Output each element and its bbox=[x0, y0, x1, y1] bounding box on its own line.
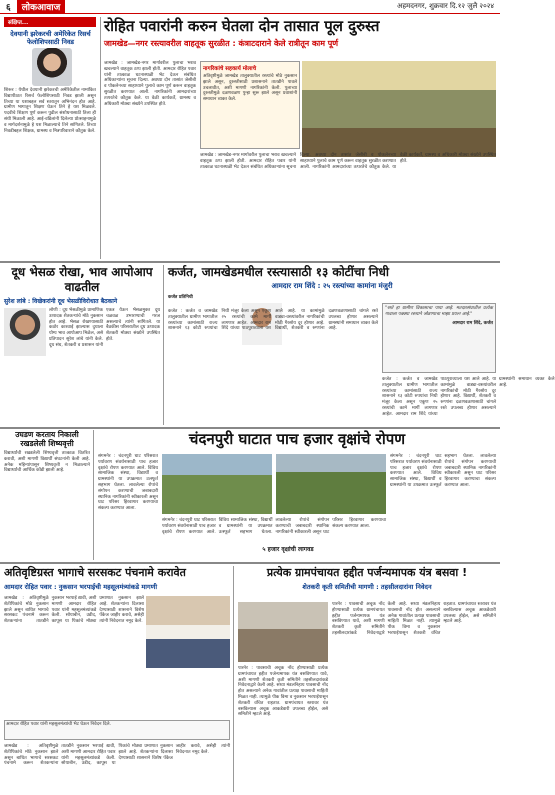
page-number: ६ bbox=[6, 3, 11, 13]
road-quote-box bbox=[382, 303, 496, 373]
rain-body-cont: जामखेड : अतिवृष्टीमुळे शेतीपिकांचे मोठे नुकसान झाले असून बाधित भागाचे सरसकट पंचनामे करून शेतकऱ्यांना तातडीने नुकसान भरपाई द्यावी, अशी मागणी आमदार रोहित पवार यांनी महसूलमंत्र्यांकडे केली. सोयाबीन, उडीद, कापूस या पिकांचे मोठ्या प्रमाणात नुकसान झाले आहे. शेतकऱ्यांना दिलासा देण्यासाठी शासनाने विशेष पॅकेज जाहीर करावे, असेही त्यांनी निवेदनात नमूद केले. bbox=[4, 744, 230, 767]
issue-date: अहमदनगर, शुक्रवार दि.१२ जुलै २०२४ bbox=[396, 2, 494, 10]
portrait-photo bbox=[32, 48, 72, 86]
rain-caption-box bbox=[4, 720, 230, 740]
road-quote-by: आमदार राम शिंदे, कर्जत bbox=[452, 320, 493, 326]
section-divider bbox=[0, 261, 500, 263]
tree-body-lower: संगमनेर : चंदनपुरी घाट परिसरात पर्यावरण संवर्धनासाठी पाच हजार वृक्षांचे रोपण करण्यात आले. विविध सामाजिक संस्था, विद्यार्थी व ग्रामस्थांनी या उपक्रमात उत्स्फूर्त सहभाग घेतला. लावलेल्या रोपांचे संगोपन करण्याची जबाबदारी स्थानिक नागरिकांनी स्वीकारली असून घाट परिसर हिरवागार करण्याचा संकल्प करण्यात आला. bbox=[162, 518, 386, 535]
lead-inset-title: नागरिकांचे सहकार्य मोलाचे bbox=[203, 66, 257, 72]
scholarship-body: विद्यार्थ्यांची रखडलेली शिष्यवृत्ती तात्काळ वितरित करावी, अशी मागणी विद्यार्थी संघटनांनी केली आहे. अनेक महिन्यांपासून शिष्यवृत्ती न मिळाल्याने विद्यार्थ्यांची आर्थिक कोंडी झाली आहे. bbox=[4, 451, 90, 474]
milk-photo bbox=[4, 308, 46, 356]
section-divider-3 bbox=[0, 562, 500, 564]
tree-body-cont: संगमनेर : चंदनपुरी घाट परिसरात पर्यावरण संवर्धनासाठी पाच हजार वृक्षांचे रोपण करण्यात आले. विविध सामाजिक संस्था, विद्यार्थी व ग्रामस्थांनी या उपक्रमात उत्स्फूर्त सहभाग घेतला. लावलेल्या रोपांचे संगोपन करण्याची जबाबदारी स्थानिक नागरिकांनी स्वीकारली असून घाट परिसर हिरवागार करण्याचा संकल्प करण्यात आला. bbox=[390, 454, 496, 488]
milk-body: लोणी : दूध भेसळीमुळे प्रामाणिक उत्पादक शेतकऱ्यांचे मोठे नुकसान होत आहे. भेसळ रोखण्यासाठी कठोर कारवाई झाल्यास दुधाला योग्य भाव आपोआप मिळेल, असे प्रतिपादन सुरेश लांबे यांनी केले. दूध संघ, शेतकरी व प्रशासन यांनी एकत्र येऊन भेसळमुक्त दूध चळवळ उभारण्याची गरज असल्याचे त्यांनी सांगितले. या बैठकीस परिसरातील दूध उत्पादक शेतकरी मोठ्या संख्येने उपस्थित होते. bbox=[49, 308, 160, 348]
lead-headline: रोहित पवारांनी करुन घेतला दोन तासात पूल दुरुस्त bbox=[104, 17, 380, 35]
tree-photo-1 bbox=[162, 454, 272, 514]
lead-subheadline: जामखेड—नगर रस्त्यावरील वाहतूक सुरळीत : कंत्राटदाराने केले रात्रीतून काम पूर्ण bbox=[104, 39, 339, 48]
newspaper-logo: लोकआवाज bbox=[17, 0, 66, 14]
brief-headline: देवयानी झरेकरची अमेरिकेत रिसर्च फेलोशिपसाठी निवड bbox=[10, 30, 91, 46]
rain-subheadline: आमदार रोहित पवार : नुकसान भरपाईची महसूलमंत्र्यांकडे मागणी bbox=[4, 583, 158, 591]
milk-story bbox=[4, 265, 164, 425]
brief-column bbox=[4, 17, 101, 259]
road-headline: कर्जत, जामखेडमधील रस्त्यासाठी १३ कोटींचा निधी bbox=[168, 265, 390, 279]
scholarship-story bbox=[4, 430, 94, 560]
road-quote: "रस्ते हा ग्रामीण विकासाचा पाया आहे. मतदारसंघातील प्रत्येक गावाला पक्क्या रस्त्याने जोडण्याचा माझा प्रयत्न आहे." bbox=[385, 306, 493, 317]
rain-caption: आमदार रोहित पवार यांनी महसूलमंत्र्यांची भेट घेऊन निवेदन दिले. bbox=[6, 722, 111, 727]
milk-subheadline: सुरेश लांबे : विखेकरांनी दूध भेसळीविरोधात बैठकाने bbox=[4, 298, 118, 305]
lead-body-cont: जामखेड : जामखेड-नगर मार्गावरील पुलाचा भराव खचल्याने वाहतूक ठप्प झाली होती. आमदार रोहित पवार यांनी तात्काळ घटनास्थळी भेट देऊन संबंधित अधिकाऱ्यांना सूचना दिल्या. अवघ्या दोन तासांत जेसीबी व पोकलेनच्या साहाय्याने पुलाचे काम पूर्ण करून वाहतूक सुरळीत करण्यात आली. नागरिकांनी आमदारांच्या तत्परतेचे कौतुक केले. या वेळी कार्यकर्ते, ग्रामस्थ व अधिकारी मोठ्या संख्येने उपस्थित होते. bbox=[200, 153, 496, 170]
rain-headline: अतिवृष्टिग्रस्त भागाचे सरसकट पंचनामे करावेत bbox=[4, 566, 186, 579]
section-divider-2 bbox=[0, 427, 500, 429]
brief-label: संक्षिप्त... bbox=[4, 17, 96, 27]
road-body-cont: कर्जत : कर्जत व जामखेड तालुक्यातील ग्रामीण भागातील रस्त्यांच्या कामांसाठी राज्य शासनाने १३ कोटी रुपयांचा निधी मंजूर केला असून एकूण २५ रस्त्यांची कामे मार्गी लागणार आहेत. आमदार राम शिंदे यांच्या पाठपुराव्याला यश आले आहे. या कामांमुळे वाड्या-वस्त्यांवरील नागरिकांची मोठी गैरसोय दूर होणार आहे. विद्यार्थी, शेतकरी व रुग्णांना दळणवळणासाठी चांगले रस्ते उपलब्ध होणार असल्याने ग्रामस्थांनी समाधान व्यक्त केले आहे. bbox=[382, 377, 555, 417]
tree-headline: चंदनपुरी घाटात पाच हजार वृक्षांचे रोपण bbox=[188, 430, 406, 448]
road-story bbox=[168, 265, 555, 425]
lead-inset bbox=[200, 61, 300, 149]
gauge-body: पारनेर : पावसाची अचूक नोंद होण्यासाठी प्रत्येक ग्रामपंचायत हद्दीत पर्जन्यमापक यंत्र बसविण्यात यावे, अशी मागणी शेतकरी कृती समितीने तहसीलदारांकडे निवेदनाद्वारे केली आहे. सध्या मंडलनिहाय पावसाची नोंद होत असल्याने अनेक गावांतील प्रत्यक्ष पावसाची माहिती मिळत नाही. त्यामुळे पीक विमा व नुकसान भरपाईपासून शेतकरी वंचित राहतात. ग्रामपंचायत स्तरावर यंत्र बसविल्यास अचूक आकडेवारी उपलब्ध होईल, असे समितीने म्हटले आहे. bbox=[332, 602, 496, 636]
road-body: कर्जत : कर्जत व जामखेड तालुक्यातील ग्रामीण भागातील रस्त्यांच्या कामांसाठी राज्य शासनाने १३ कोटी रुपयांचा निधी मंजूर केला असून एकूण २५ रस्त्यांची कामे मार्गी लागणार आहेत. आमदार राम शिंदे यांच्या पाठपुराव्याला यश आले आहे. या कामांमुळे वाड्या-वस्त्यांवरील नागरिकांची मोठी गैरसोय दूर होणार आहे. विद्यार्थी, शेतकरी व रुग्णांना दळणवळणासाठी चांगले रस्ते उपलब्ध होणार असल्याने ग्रामस्थांनी समाधान व्यक्त केले आहे. bbox=[168, 309, 378, 332]
tree-story bbox=[98, 430, 496, 560]
scholarship-headline: उघडण करताय निकाली रखडलेली शिष्यवृत्ती bbox=[15, 430, 79, 448]
lead-body: जामखेड : जामखेड-नगर मार्गावरील पुलाचा भराव खचल्याने वाहतूक ठप्प झाली होती. आमदार रोहित पवार यांनी तात्काळ घटनास्थळी भेट देऊन संबंधित अधिकाऱ्यांना सूचना दिल्या. अवघ्या दोन तासांत जेसीबी व पोकलेनच्या साहाय्याने पुलाचे काम पूर्ण करून वाहतूक सुरळीत करण्यात आली. नागरिकांनी आमदारांच्या तत्परतेचे कौतुक केले. या वेळी कार्यकर्ते, ग्रामस्थ व अधिकारी मोठ्या संख्येने उपस्थित होते. bbox=[104, 61, 196, 107]
tree-body: संगमनेर : चंदनपुरी घाट परिसरात पर्यावरण संवर्धनासाठी पाच हजार वृक्षांचे रोपण करण्यात आले. विविध सामाजिक संस्था, विद्यार्थी व ग्रामस्थांनी या उपक्रमात उत्स्फूर्त सहभाग घेतला. लावलेल्या रोपांचे संगोपन करण्याची जबाबदारी स्थानिक नागरिकांनी स्वीकारली असून घाट परिसर हिरवागार करण्याचा संकल्प करण्यात आला. bbox=[98, 454, 158, 512]
masthead bbox=[0, 0, 500, 14]
lead-inset-body: अतिवृष्टीमुळे जामखेड तालुक्यातील रस्त्यांचे मोठे नुकसान झाले असून, दुरुस्तीसाठी प्रशासनाने तातडीने पावले उचलावीत, अशी मागणी नागरिकांनी केली. पुलाच्या दुरुस्तीमुळे दळणवळण पुन्हा सुरू झाले असून प्रवाशांनी समाधान व्यक्त केले. bbox=[203, 74, 297, 103]
lead-story bbox=[104, 17, 496, 259]
road-subheadline: आमदार राम शिंदे : २५ रस्त्यांच्या कामांना मंजुरी bbox=[271, 282, 393, 290]
road-byline: कर्जत प्रतिनिधी bbox=[168, 295, 193, 300]
milk-headline: दूध भेसळ रोखा, भाव आपोआप वाढतील bbox=[11, 265, 153, 294]
gauge-headline: प्रत्येक ग्रामपंचायत हद्दीत पर्जन्यमापक यंत्र बसवा ! bbox=[266, 566, 468, 579]
rain-body: जामखेड : अतिवृष्टीमुळे शेतीपिकांचे मोठे नुकसान झाले असून बाधित भागाचे सरसकट पंचनामे करून शेतकऱ्यांना तातडीने नुकसान भरपाई द्यावी, अशी मागणी आमदार रोहित पवार यांनी महसूलमंत्र्यांकडे केली. सोयाबीन, उडीद, कापूस या पिकांचे मोठ्या प्रमाणात नुकसान झाले आहे. शेतकऱ्यांना दिलासा देण्यासाठी शासनाने विशेष पॅकेज जाहीर करावे, असेही त्यांनी निवेदनात नमूद केले. bbox=[4, 596, 144, 625]
tree-photo-2 bbox=[276, 454, 386, 514]
gauge-story bbox=[238, 566, 496, 792]
tree-caption-box: ५ हजार वृक्षांची लागवड bbox=[262, 546, 314, 553]
gauge-photo bbox=[238, 602, 328, 662]
lead-photo-excavator bbox=[302, 61, 496, 157]
brief-body: शिरूर : येथील देवयानी झरेकरची अमेरिकेतील नामांकित विद्यापीठात रिसर्च फेलोशिपसाठी निवड झाली असून तिच्या या यशाबद्दल सर्व स्तरातून अभिनंदन होत आहे. ग्रामीण भागातून शिक्षण घेऊन तिने हे यश मिळवले. पदवीचे शिक्षण पूर्ण करून पुढील संशोधनासाठी तिला ही संधी मिळाली आहे. आई-वडिलांनी दिलेल्या प्रोत्साहनामुळे व मार्गदर्शनामुळे हे यश मिळाल्याचे तिने सांगितले. तिच्या निवडीबद्दल शिक्षक, ग्रामस्थ व मित्रपरिवाराने कौतुक केले. bbox=[4, 88, 96, 134]
rain-photo bbox=[146, 596, 230, 668]
rain-story bbox=[4, 566, 234, 792]
gauge-subheadline: शेतकरी कृती समितीची मागणी : तहसीलदारांना निवेदन bbox=[302, 583, 432, 591]
gauge-body-cont: पारनेर : पावसाची अचूक नोंद होण्यासाठी प्रत्येक ग्रामपंचायत हद्दीत पर्जन्यमापक यंत्र बसविण्यात यावे, अशी मागणी शेतकरी कृती समितीने तहसीलदारांकडे निवेदनाद्वारे केली आहे. सध्या मंडलनिहाय पावसाची नोंद होत असल्याने अनेक गावांतील प्रत्यक्ष पावसाची माहिती मिळत नाही. त्यामुळे पीक विमा व नुकसान भरपाईपासून शेतकरी वंचित राहतात. ग्रामपंचायत स्तरावर यंत्र बसविल्यास अचूक आकडेवारी उपलब्ध होईल, असे समितीने म्हटले आहे. bbox=[238, 666, 328, 718]
